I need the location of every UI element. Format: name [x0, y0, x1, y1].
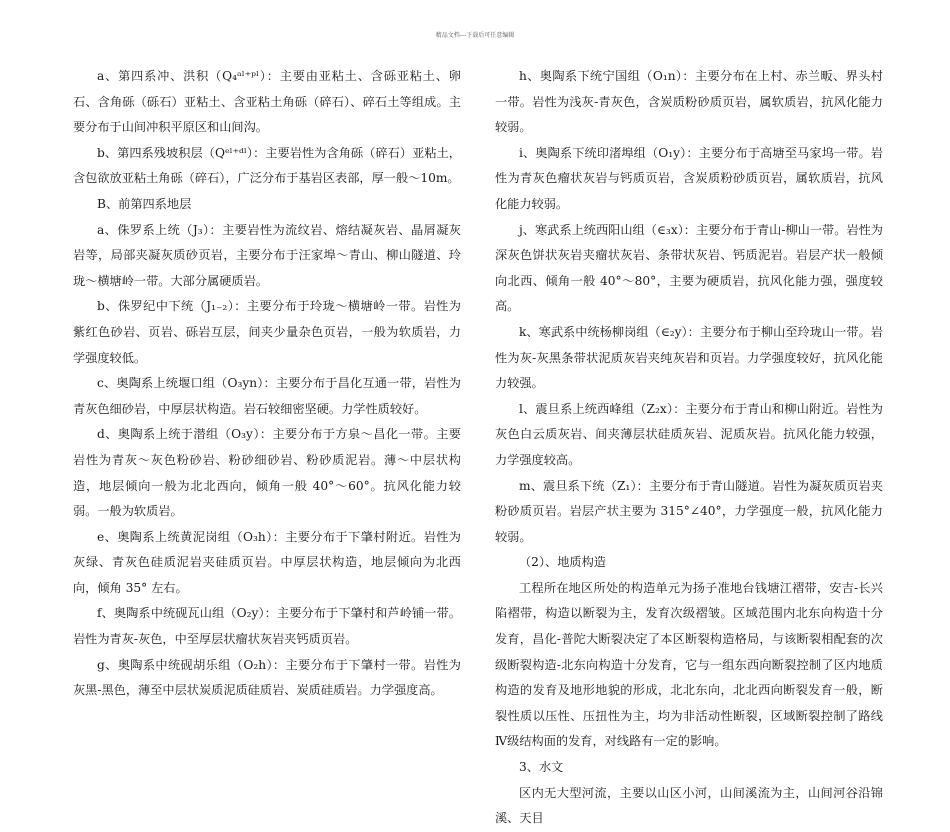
paragraph: l、震旦系上统西峰组（Z₂x）：主要分布于青山和柳山附近。岩性为灰色白云质灰岩、间夹薄层状硅质灰岩、泥质灰岩。抗风化能力较强，力学强度较高。 [495, 401, 883, 467]
paragraph: i、奥陶系下统印渚埠组（O₁y）：主要分布于高塘至马家坞一带。岩性为青灰色瘤状灰岩与钙质页岩，含炭质粉砂质页岩，属软质岩，抗风化能力较弱。 [495, 145, 883, 211]
paragraph: b、第四系残坡积层（Qᵉˡ⁺ᵈˡ）：主要岩性为含角砾（碎石）亚粘土，含包欲放亚粘土角砾（碎石），广泛分布于基岩区表部，厚一般～10m。 [73, 145, 461, 186]
section-heading: B、前第四系地层 [97, 196, 192, 211]
paragraph: f、奥陶系中统砚瓦山组（O₂y）：主要分布于下肇村和芦岭铺一带。岩性为青灰-灰色，中至厚层状瘤状灰岩夹钙质页岩。 [73, 606, 461, 647]
paragraph: b、侏罗纪中下统（J₁₋₂）：主要分布于玲珑～横塘岭一带。岩性为紫红色砂岩、页岩、砾岩互层，间夹少量杂色页岩，一般为软质岩，力学强度较低。 [73, 299, 461, 365]
section-heading: （2）、地质构造 [519, 555, 606, 570]
paragraph: a、侏罗系上统（J₃）：主要岩性为流纹岩、熔结凝灰岩、晶屑凝灰岩等，局部夹凝灰质砂页岩，主要分布于汪家埠～青山、柳山隧道、玲珑～横塘岭一带。大部分属硬质岩。 [73, 222, 461, 288]
section-heading: 3、水文 [519, 760, 564, 775]
page-header: 精品文档---下载后可任意编辑 [435, 32, 515, 39]
paragraph: a、第四系冲、洪积（Q₄ᵃˡ⁺ᵖˡ）：主要由亚粘土、含砾亚粘土、卵石、含角砾（砾石）亚粘土、含亚粘土角砾（碎石）、碎石土等组成。主要分布于山间冲积平原区和山间沟。 [73, 69, 461, 135]
paragraph: m、震旦系下统（Z₁）：主要分布于青山隧道。岩性为凝灰质页岩夹粉砂质页岩。岩层产状主要为 315°∠40°，力学强度一般，抗风化能力较弱。 [495, 478, 883, 544]
paragraph: c、奥陶系上统堰口组（O₃yn）：主要分布于昌化互通一带，岩性为青灰色细砂岩，中厚层状构造。岩石较细密坚硬。力学性质较好。 [73, 376, 461, 416]
paragraph: k、寒武系中统杨柳岗组（∈₂y）：主要分布于柳山至玲珑山一带。岩性为灰-灰黑条带状泥质灰岩夹纯灰岩和页岩。力学强度较好，抗风化能力较强。 [495, 324, 883, 391]
paragraph: 区内无大型河流，主要以山区小河，山间溪流为主，山间河谷沿锦溪、天目 [495, 785, 883, 826]
paragraph: j、寒武系上统西阳山组（∈₃x）：主要分布于青山-柳山一带。岩性为深灰色饼状灰岩夹瘤状灰岩、条带状灰岩、钙质泥岩。岩层产状一般倾向北西、倾角一般 40°～80°，主要为硬质岩，抗风化能力强，强度较高。 [495, 222, 883, 314]
paragraph: d、奥陶系上统于潜组（O₃y）：主要分布于方泉～昌化一带。主要岩性为青灰～灰色粉砂岩、粉砂细砂岩、粉砂质泥岩。薄～中层状构造，地层倾向一般为北北西向，倾角一般 40°～60°。抗风化能力较弱。一般为软质岩。 [73, 427, 461, 519]
left-column [73, 64, 461, 704]
paragraph: h、奥陶系下统宁国组（O₁n）：主要分布在上村、赤兰畈、界头村一带。岩性为浅灰-青灰色，含炭质粉砂质页岩，属软质岩，抗风化能力较弱。 [495, 69, 883, 135]
paragraph: g、奥陶系中统砚胡乐组（O₂h）：主要分布于下肇村一带。岩性为灰黑-黑色，薄至中层状炭质泥质硅质岩、炭质硅质岩。力学强度高。 [73, 657, 461, 698]
paragraph: 工程所在地区所处的构造单元为扬子准地台钱塘江褶带，安吉-长兴陷褶带，构造以断裂为主，发育次级褶皱。区域范围内北东向构造十分发育，昌化-普陀大断裂决定了本区断裂构造格局，与该断裂相配套的次级断裂构造-北东向构造十分发育，它与一组东西向断裂控制了区内地质构造的发育及地形地貌的形成，北北东向，北北西向断裂发育一般，断裂性质以压性、压扭性为主，均为非活动性断裂，区域断裂控制了路线Ⅳ级结构面的发育，对线路有一定的影响。 [495, 580, 883, 749]
right-column [495, 64, 883, 832]
paragraph: e、奥陶系上统黄泥岗组（O₃h）：主要分布于下肇村附近。岩性为灰绿、青灰色硅质泥岩夹硅质页岩。中厚层状构造，地层倾向为北西向，倾角 35° 左右。 [73, 529, 461, 595]
